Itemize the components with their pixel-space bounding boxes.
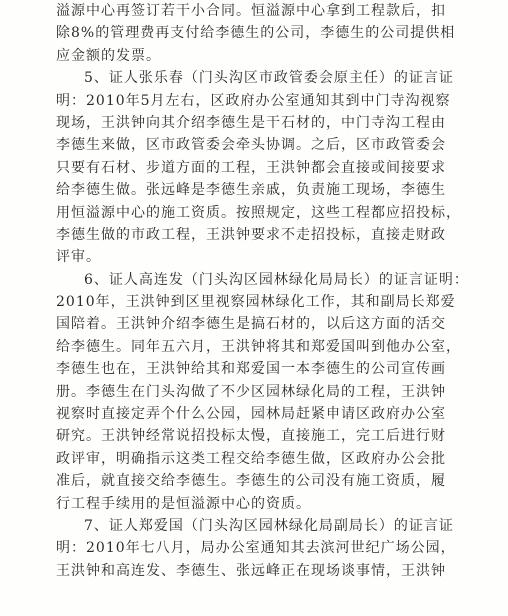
text-line: 明：2010年七八月，局办公室通知其去滨河世纪广场公园，	[56, 540, 456, 557]
text-line: 研究。王洪钟经常说招投标太慢，直接施工，完工后进行财	[56, 428, 446, 445]
text-line: 用恒溢源中心的施工资质。按照规定，这些工程都应招投标，	[56, 204, 461, 221]
text-line: 李德生做的市政工程，王洪钟要求不走招投标，直接走财政	[56, 226, 446, 243]
text-line: 给李德生。同年五六月，王洪钟将其和郑爱国叫到他办公室，	[56, 338, 461, 355]
text-line: 李德生来做，区市政管委会牵头协调。之后，区市政管委会	[56, 137, 446, 154]
text-line: 溢源中心再签订若干小合同。恒溢源中心拿到工程款后，扣	[56, 3, 446, 19]
text-line: 应金额的发票。	[56, 47, 161, 64]
text-line: 现场，王洪钟向其介绍李德生是干石材的，中门寺沟工程由	[56, 114, 446, 131]
text-line: 5、证人张乐春（门头沟区市政管委会原主任）的证言证	[84, 70, 454, 87]
text-line: 7、证人郑爱国（门头沟区园林绿化局副局长）的证言证	[84, 517, 454, 534]
text-line: 国陪着。王洪钟介绍李德生是搞石材的，以后这方面的活交	[56, 316, 446, 333]
text-line: 给李德生做。张远峰是李德生亲戚，负责施工现场，李德生	[56, 182, 446, 199]
text-line: 2010年，王洪钟到区里视察园林绿化工作，其和副局长郑爱	[56, 294, 456, 311]
document-body	[56, 0, 469, 582]
text-line: 政评审，明确指示这类工程交给李德生做，区政府办公会批	[56, 450, 446, 467]
text-line: 王洪钟和高连发、李德生、张远峰正在现场谈事情，王洪钟	[56, 562, 446, 579]
text-line: 明：2010年5月左右，区政府办公室通知其到中门寺沟视察	[56, 92, 451, 109]
text-line: 评审。	[56, 249, 101, 266]
text-line: 只要有石材、步道方面的工程，王洪钟都会直接或间接要求	[56, 159, 446, 176]
text-line: 视察时直接定弄个什么公园，园林局赶紧申请区政府办公室	[56, 406, 446, 423]
text-line: 除8%的管理费再支付给李德生的公司，李德生的公司提供相	[56, 25, 456, 42]
text-line: 行工程手续用的是恒溢源中心的资质。	[56, 495, 311, 512]
text-line: 准后，就直接交给李德生。李德生的公司没有施工资质，履	[56, 473, 446, 490]
text-line: 李德生也在，王洪钟给其和郑爱国一本李德生的公司宣传画	[56, 361, 446, 378]
text-line: 6、证人高连发（门头沟区园林绿化局局长）的证言证明：	[84, 271, 469, 288]
text-line: 册。李德生在门头沟做了不少区园林绿化局的工程，王洪钟	[56, 383, 446, 400]
